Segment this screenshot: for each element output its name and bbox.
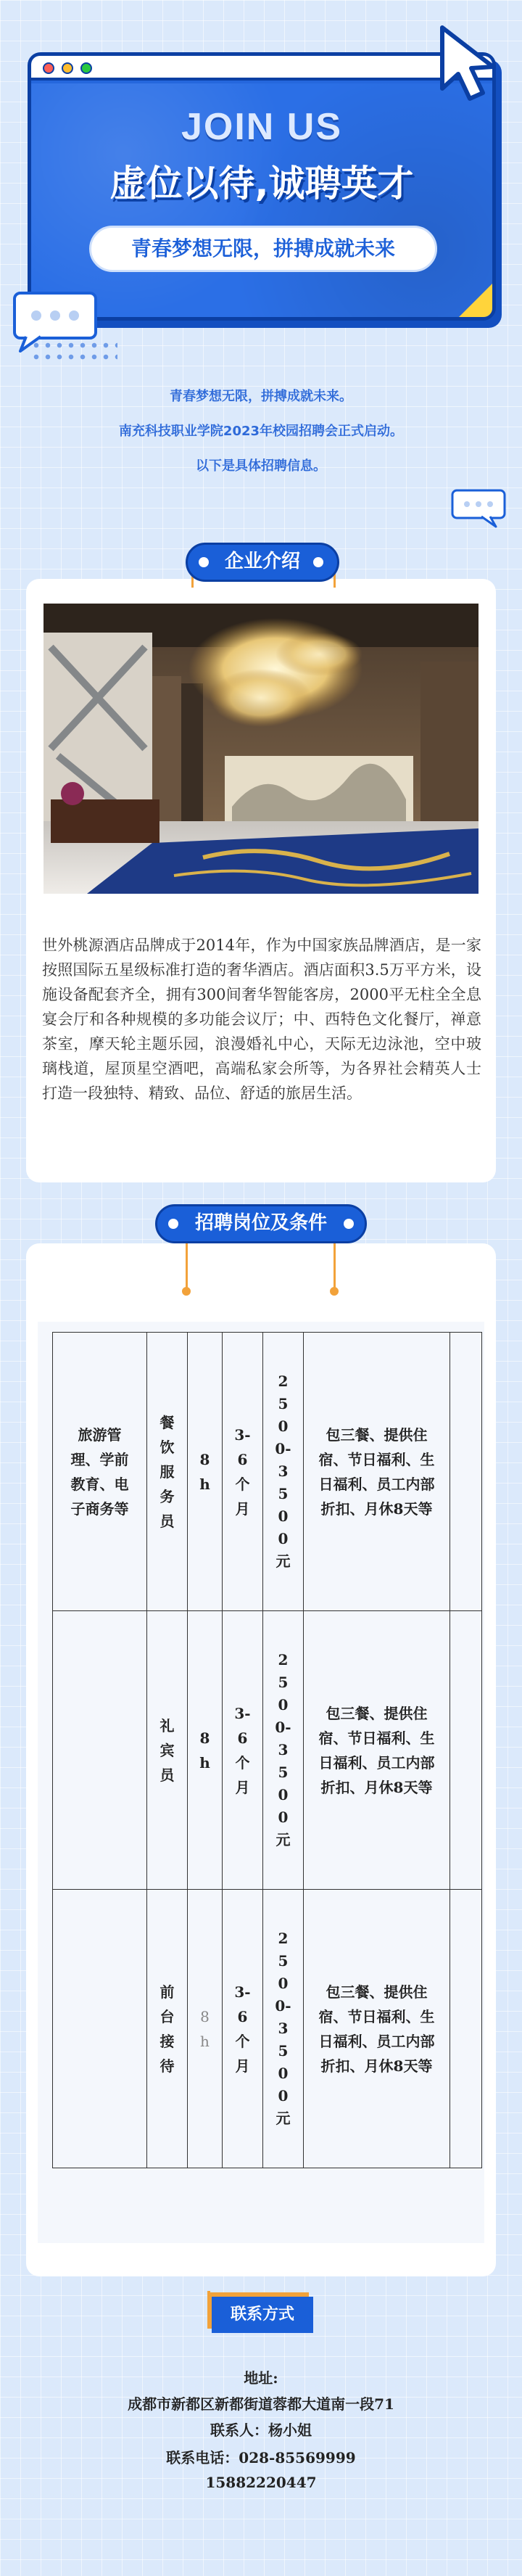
hours-cell: 8h (188, 1333, 223, 1611)
table-row (53, 1611, 482, 1890)
hang-line (186, 1240, 188, 1288)
hotel-lobby-image (44, 604, 478, 894)
section-title-text: 招聘岗位及条件 (194, 1212, 327, 1234)
corner-triangle (459, 284, 492, 317)
hang-ball (330, 1287, 339, 1296)
jobs-table (52, 1332, 482, 2168)
section-title-text: 企业介绍 (224, 551, 300, 572)
empty-cell (450, 1890, 482, 2168)
pill-dot (313, 557, 323, 567)
hang-ball (182, 1287, 191, 1296)
address-text: 成都市新都区新都街道蓉都大道南一段71 (128, 2395, 394, 2413)
table-row (53, 1890, 482, 2168)
contact-mobile: 15882220447 (205, 2474, 317, 2491)
address-label: 地址: (244, 2369, 278, 2387)
table-row (53, 1333, 482, 1611)
pill-dot (344, 1219, 354, 1229)
intro-line-1: 青春梦想无限，拼搏成就未来。 (170, 389, 352, 404)
contact-person: 联系人：杨小姐 (210, 2421, 312, 2439)
chat-bubble-small-icon (450, 487, 508, 528)
intro-line-3: 以下是具体招聘信息。 (196, 458, 326, 474)
position-cell: 前台接待 (147, 1890, 188, 2168)
empty-cell (450, 1333, 482, 1611)
major-cell (53, 1890, 147, 2168)
period-cell: 3-6个月 (223, 1333, 263, 1611)
join-us-title: JOIN US (181, 106, 343, 148)
contact-accent (207, 2291, 210, 2307)
cursor-icon (434, 22, 513, 109)
major-cell: 旅游管理、学前教育、电子商务等 (53, 1333, 147, 1611)
benefits-cell: 包三餐、提供住宿、节日福利、生日福利、员工内部折扣、月休8天等 (304, 1333, 450, 1611)
hours-cell: 8h (188, 1890, 223, 2168)
empty-cell (450, 1611, 482, 1890)
hang-line (334, 1240, 336, 1288)
header-window (28, 52, 496, 321)
pill-dot (199, 557, 209, 567)
salary-cell: 2500-3500元 (263, 1890, 304, 2168)
company-description: 世外桃源酒店品牌成于2014年，作为中国家族品牌酒店，是一家按照国际五星级标准打造的奢华酒店。酒店面积3.5万平方米，设施设备配套齐全，拥有300间奢华智能客房，2000平无柱全全息宴会厅和各种规模的多功能会议厅；中、西特色文化餐厅，禅意茶室，摩天轮主题乐园，浪漫婚礼中心，天际无边泳池，空中玻璃栈道，屋顶星空酒吧，高端私家会所等，为各界社会精英人士打造一段独特、精致、品位、舒适的旅居生活。 (42, 937, 481, 1102)
dot-grid-decoration (30, 340, 117, 364)
slogan-title: 虚位以待,诚聘英才 (109, 162, 414, 205)
benefits-cell: 包三餐、提供住宿、节日福利、生日福利、员工内部折扣、月休8天等 (304, 1890, 450, 2168)
salary-cell: 2500-3500元 (263, 1611, 304, 1890)
intro-line-2: 南充科技职业学院2023年校园招聘会正式启动。 (118, 424, 404, 439)
period-cell: 3-6个月 (223, 1611, 263, 1890)
maximize-dot-icon (80, 62, 92, 74)
position-cell: 礼宾员 (147, 1611, 188, 1890)
pill-dot (168, 1219, 178, 1229)
salary-cell: 2500-3500元 (263, 1333, 304, 1611)
contact-phone: 联系电话：028-85569999 (166, 2449, 356, 2466)
jobs-section-title (155, 1204, 367, 1243)
major-cell (53, 1611, 147, 1890)
window-titlebar (31, 56, 492, 81)
minimize-dot-icon (62, 62, 73, 74)
benefits-cell: 包三餐、提供住宿、节日福利、生日福利、员工内部折扣、月休8天等 (304, 1611, 450, 1890)
position-cell: 餐饮服务员 (147, 1333, 188, 1611)
close-dot-icon (43, 62, 54, 74)
period-cell: 3-6个月 (223, 1890, 263, 2168)
contact-section-title: 联系方式 (212, 2297, 313, 2333)
slogan-pill: 青春梦想无限，拼搏成就未来 (89, 226, 437, 272)
window-body (31, 83, 492, 317)
hours-cell: 8h (188, 1611, 223, 1890)
